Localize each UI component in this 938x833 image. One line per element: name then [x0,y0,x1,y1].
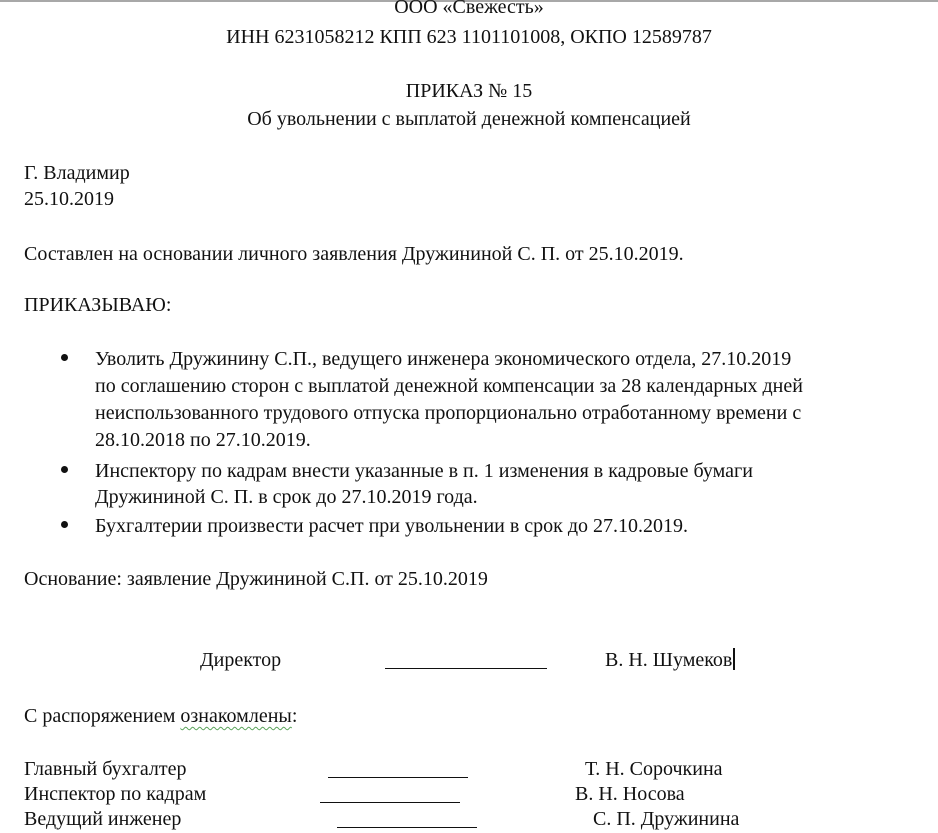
acknowledged-label [24,703,297,729]
bullet-icon [61,466,68,473]
basis-statement: Составлен на основании личного заявления Дружининой С. П. от 25.10.2019. [24,243,684,265]
director-name: В. Н. Шумеков [605,649,733,671]
signer-name: В. Н. Носова [575,783,685,805]
org-requisites: ИНН 6231058212 КПП 623 1101101008, ОКПО 12589787 [226,26,712,48]
acknowledged-label-prefix: С распоряжением [24,705,181,727]
signer-name: С. П. Дружинина [593,808,740,830]
order-item-line: Бухгалтерии произвести расчет при увольнении в срок до 27.10.2019. [95,515,689,537]
order-item-line: Дружининой С. П. в срок до 27.10.2019 года. [95,486,478,508]
signer-position: Ведущий инженер [24,808,182,830]
signature-line [337,827,477,828]
signer-position: Главный бухгалтер [24,758,187,780]
director-signature-line [385,668,547,669]
order-item-line: неиспользованного трудового отпуска пропорционально отработанному времени с [95,402,802,424]
basis-footer: Основание: заявление Дружининой С.П. от 25.10.2019 [24,568,488,590]
order-date: 25.10.2019 [24,188,114,210]
order-word: ПРИКАЗЫВАЮ: [24,294,172,316]
text-cursor [733,648,735,670]
order-subject: Об увольнении с выплатой денежной компенсацией [247,108,691,130]
order-item-line: Уволить Дружинину С.П., ведущего инженера экономического отдела, 27.10.2019 [95,348,792,370]
bullet-icon [61,521,68,528]
acknowledged-label-word: ознакомлены [180,705,292,727]
signature-line [328,777,468,778]
org-name: ООО «Свежесть» [394,0,544,18]
bullet-icon [61,354,68,361]
director-name-wrapper[interactable] [605,647,735,673]
signature-line [320,802,460,803]
order-item-line: 28.10.2018 по 27.10.2019. [95,429,311,451]
order-number: ПРИКАЗ № 15 [405,80,533,102]
order-item-line: по соглашению сторон с выплатой денежной компенсации за 28 календарных дней [95,375,803,397]
signer-name: Т. Н. Сорочкина [585,758,723,780]
city: Г. Владимир [24,162,130,184]
order-item-line: Инспектору по кадрам внести указанные в п. 1 изменения в кадровые бумаги [95,460,753,482]
acknowledged-label-suffix: : [291,705,298,727]
director-title: Директор [200,649,282,671]
signer-position: Инспектор по кадрам [24,783,207,805]
